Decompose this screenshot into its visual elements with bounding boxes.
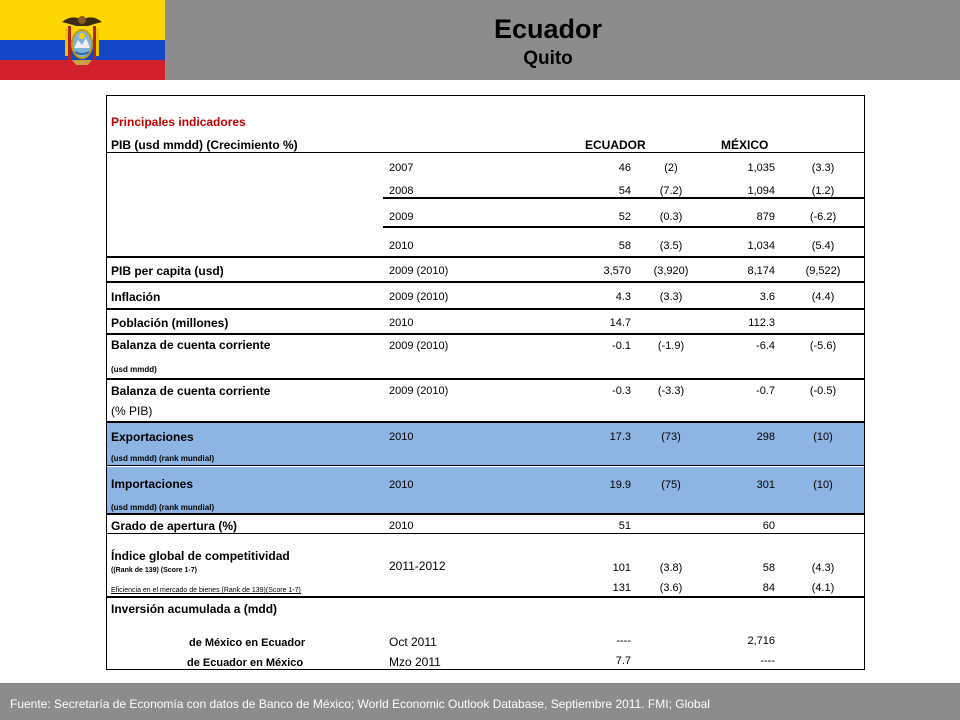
current-account-mexico-2010: (-5.6): [809, 340, 837, 352]
gdp-ecuador: 46: [618, 162, 631, 174]
row-divider: [383, 197, 864, 199]
market-efficiency-label: Eficiencia en el mercado de bienes (Rank de 139)(Score 1-7): [111, 587, 301, 594]
imports-mexico: 301: [756, 479, 775, 491]
current-account-pct-mexico: -0.7: [756, 385, 775, 397]
gdp-mexico: 1,034: [747, 240, 775, 252]
gdp-year: 2010: [389, 240, 414, 252]
competitiveness-year: 2011-2012: [389, 559, 446, 573]
exports-label: Exportaciones: [111, 430, 194, 444]
imports-label: Importaciones: [111, 477, 194, 491]
inflation-label: Inflación: [111, 290, 161, 304]
exports-mexico-rank: (10): [813, 431, 833, 443]
col-header-ecuador: ECUADOR: [585, 138, 646, 152]
imports-unit: (usd mmdd) (rank mundial): [111, 503, 215, 512]
gdp-ecuador: 52: [618, 211, 631, 223]
efficiency-ecuador-rank: 131: [612, 582, 631, 594]
coat-of-arms-icon: [58, 12, 106, 68]
exports-ecuador: 17.3: [609, 431, 631, 443]
competitiveness-ecuador-rank: 101: [612, 562, 631, 574]
investment-mx-in-ec-label: de México en Ecuador: [189, 637, 306, 649]
gdp-ecuador-growth: (7.2): [659, 185, 683, 197]
gdp-ecuador: 54: [618, 185, 631, 197]
efficiency-mexico-score: (4.1): [811, 582, 835, 594]
population-ecuador: 14.7: [609, 317, 631, 329]
competitiveness-ecuador-score: (3.8): [659, 562, 683, 574]
page-subtitle: Quito: [523, 48, 573, 69]
competitiveness-mexico-score: (4.3): [811, 562, 835, 574]
exports-ecuador-rank: (73): [661, 431, 681, 443]
row-divider: [383, 226, 864, 228]
investment-ec-in-mx-mexico: ----: [760, 655, 775, 667]
openness-ecuador: 51: [618, 520, 631, 532]
gdp-mexico-growth: (-6.2): [809, 211, 837, 223]
row-divider: [107, 378, 864, 380]
col-header-mexico: MÉXICO: [721, 138, 769, 152]
inflation-mexico-2010: (4.4): [811, 291, 835, 303]
population-mexico: 112.3: [748, 317, 775, 329]
gdp-mexico-growth: (1.2): [811, 185, 835, 197]
current-account-pct-ecuador: -0.3: [612, 385, 631, 397]
current-account-pct-unit: (% PIB): [111, 404, 153, 418]
population-year: 2010: [389, 317, 414, 329]
imports-mexico-rank: (10): [813, 479, 833, 491]
gdp-per-capita-mexico: 8,174: [747, 265, 775, 277]
source-note: Fuente: Secretaría de Economía con datos de Banco de México; World Economic Outlook Database, Septiembre 2011. FMI; Global: [10, 697, 710, 711]
efficiency-ecuador-score: (3.6): [659, 582, 683, 594]
row-divider: [107, 256, 864, 258]
inflation-ecuador-2010: (3.3): [659, 291, 683, 303]
gdp-per-capita-ecuador: 3,570: [603, 265, 631, 277]
row-divider: [107, 421, 864, 423]
current-account-year: 2009 (2010): [389, 340, 449, 352]
exports-year: 2010: [389, 431, 414, 443]
investment-ec-in-mx-ecuador: 7.7: [615, 655, 631, 667]
current-account-pct-mexico-2010: (-0.5): [809, 385, 837, 397]
inflation-mexico: 3.6: [759, 291, 775, 303]
imports-ecuador: 19.9: [609, 479, 631, 491]
row-divider: [107, 533, 864, 534]
indicators-table: [106, 95, 865, 670]
gdp-mexico: 1,035: [747, 162, 775, 174]
page-title: Ecuador: [493, 14, 603, 44]
openness-mexico: 60: [762, 520, 775, 532]
gdp-year: 2007: [389, 162, 414, 174]
exports-band: [107, 423, 864, 465]
investment-ec-in-mx-label: de Ecuador en México: [187, 657, 304, 669]
gdp-per-capita-year: 2009 (2010): [389, 265, 449, 277]
current-account-unit: (usd mmdd): [111, 365, 157, 374]
competitiveness-label: Índice global de competitividad: [111, 549, 290, 563]
gdp-mexico-growth: (3.3): [811, 162, 835, 174]
exports-unit: (usd mmdd) (rank mundial): [111, 454, 215, 463]
row-divider: [107, 513, 864, 515]
investment-mx-in-ec-date: Oct 2011: [389, 635, 437, 649]
row-divider: [107, 281, 864, 283]
investment-ec-in-mx-date: Mzo 2011: [389, 655, 441, 669]
inflation-ecuador: 4.3: [615, 291, 631, 303]
gdp-per-capita-ecuador-2010: (3,920): [653, 265, 689, 277]
gdp-ecuador-growth: (3.5): [659, 240, 683, 252]
row-divider: [107, 333, 864, 335]
openness-year: 2010: [389, 520, 414, 532]
gdp-year: 2009: [389, 211, 414, 223]
current-account-pct-year: 2009 (2010): [389, 385, 449, 397]
current-account-mexico: -6.4: [756, 340, 775, 352]
inflation-year: 2009 (2010): [389, 291, 449, 303]
gdp-mexico-growth: (5.4): [811, 240, 835, 252]
gdp-ecuador-growth: (2): [664, 162, 678, 174]
gdp-ecuador-growth: (0.3): [659, 211, 683, 223]
row-divider: [107, 596, 864, 598]
gdp-label: PIB (usd mmdd) (Crecimiento %): [111, 138, 298, 152]
investment-mx-in-ec-mexico: 2,716: [747, 635, 775, 647]
current-account-label: Balanza de cuenta corriente: [111, 338, 271, 352]
competitiveness-mexico-rank: 58: [762, 562, 775, 574]
openness-label: Grado de apertura (%): [111, 519, 238, 533]
current-account-pct-ecuador-2010: (-3.3): [657, 385, 685, 397]
gdp-per-capita-mexico-2010: (9,522): [805, 265, 841, 277]
current-account-ecuador: -0.1: [612, 340, 631, 352]
gdp-ecuador: 58: [618, 240, 631, 252]
row-divider: [107, 465, 864, 466]
efficiency-mexico-rank: 84: [762, 582, 775, 594]
gdp-mexico: 1,094: [747, 185, 775, 197]
investment-label: Inversión acumulada a (mdd): [111, 602, 278, 616]
section-title: Principales indicadores: [111, 115, 246, 129]
gdp-mexico: 879: [756, 211, 775, 223]
imports-year: 2010: [389, 479, 414, 491]
gdp-year: 2008: [389, 185, 414, 197]
ecuador-flag: [0, 0, 165, 80]
row-divider: [107, 308, 864, 310]
row-divider: [107, 152, 864, 153]
exports-mexico: 298: [756, 431, 775, 443]
gdp-per-capita-label: PIB per capita (usd): [111, 264, 224, 278]
current-account-ecuador-2010: (-1.9): [657, 340, 685, 352]
investment-mx-in-ec-ecuador: ----: [616, 635, 631, 647]
competitiveness-unit: ((Rank de 139) (Score 1-7): [111, 567, 197, 574]
imports-ecuador-rank: (75): [661, 479, 681, 491]
population-label: Población (millones): [111, 316, 229, 330]
current-account-pct-label: Balanza de cuenta corriente: [111, 384, 271, 398]
